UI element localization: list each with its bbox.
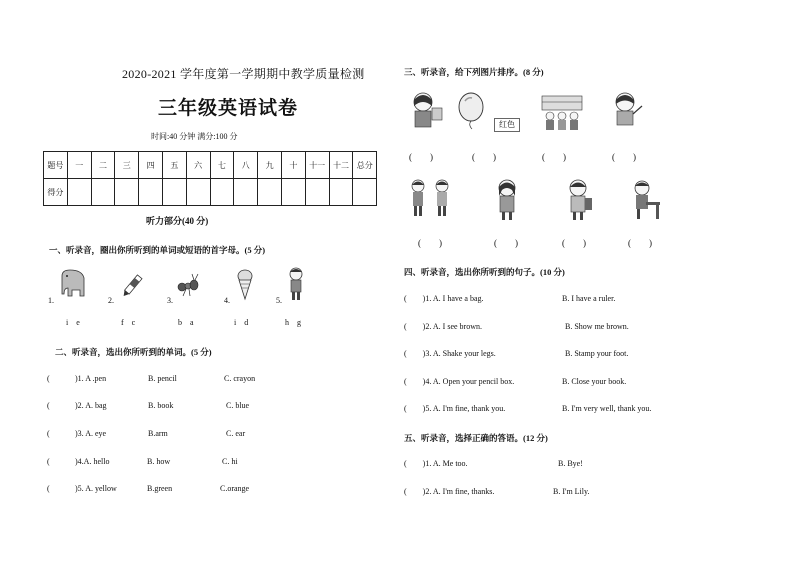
s3-order-blank[interactable]: ( ) (472, 152, 496, 162)
score-blank-cell[interactable] (210, 179, 234, 206)
score-cell: 五 (162, 152, 186, 179)
exam-subtitle: 三年级英语试卷 (158, 98, 299, 119)
score-blank-cell[interactable] (234, 179, 258, 206)
score-blank-cell[interactable] (329, 179, 353, 206)
crayon-icon (118, 272, 146, 300)
score-cell: 一 (67, 152, 91, 179)
score-blank-cell[interactable] (186, 179, 210, 206)
score-cell: 六 (186, 152, 210, 179)
section5-title: 五、听录音，选择正确的答语。(12 分) (404, 433, 548, 443)
score-cell: 十一 (305, 152, 329, 179)
score-table-header-row (44, 152, 377, 179)
s2-paren[interactable]: ( (47, 457, 50, 466)
s2-option-c: C. crayon (224, 374, 256, 383)
s4-option-a[interactable]: ( )4. A. Open your pencil box. (404, 377, 515, 386)
s2-option-a: )4.A. hello (75, 457, 110, 466)
score-blank-cell[interactable] (162, 179, 186, 206)
s1-letter-choices[interactable]: h g (285, 318, 301, 327)
s3-order-blank[interactable]: ( ) (494, 238, 518, 248)
s4-option-b: B. I have a ruler. (562, 294, 616, 303)
children-at-school-icon (538, 92, 586, 132)
s2-option-b: B.arm (148, 429, 168, 438)
score-cell: 总分 (353, 152, 377, 179)
s1-item-num: 1. (48, 296, 54, 305)
s1-item-num: 5. (276, 296, 282, 305)
score-label-cell: 得分 (44, 179, 68, 206)
boy-icon (286, 266, 306, 302)
s4-option-b: B. Stamp your foot. (565, 349, 629, 358)
s2-option-b: B. how (147, 457, 171, 466)
score-blank-cell[interactable] (305, 179, 329, 206)
s5-option-b: B. Bye! (558, 459, 583, 468)
s1-letter-choices[interactable]: i d (234, 318, 249, 327)
s2-option-a: )1. A .pen (75, 374, 107, 383)
balloon-icon (456, 92, 486, 130)
s2-option-b: B.green (147, 484, 173, 493)
score-blank-cell[interactable] (67, 179, 91, 206)
s1-item-num: 2. (108, 296, 114, 305)
girl-holding-book-icon (405, 90, 445, 132)
boy-at-desk-icon (628, 178, 662, 222)
s1-letter-choices[interactable]: i e (66, 318, 80, 327)
exam-meta: 时间:40 分钟 满分:100 分 (151, 132, 238, 141)
s5-option-a[interactable]: ( )2. A. I'm fine, thanks. (404, 487, 495, 496)
s3-order-blank[interactable]: ( ) (562, 238, 586, 248)
s4-option-b: B. Show me brown. (565, 322, 629, 331)
section4-title: 四、听录音，选出你所听到的句子。(10 分) (404, 267, 565, 277)
score-cell: 十 (281, 152, 305, 179)
score-cell: 题号 (44, 152, 68, 179)
s2-option-a: )5. A. yellow (75, 484, 117, 493)
score-cell: 八 (234, 152, 258, 179)
score-cell: 十二 (329, 152, 353, 179)
elephant-icon (58, 268, 88, 302)
s4-option-b: B. Close your book. (562, 377, 627, 386)
score-blank-cell[interactable] (353, 179, 377, 206)
exam-title: 2020-2021 学年度第一学期期中教学质量检测 (122, 67, 365, 81)
s4-option-a[interactable]: ( )3. A. Shake your legs. (404, 349, 496, 358)
s2-paren[interactable]: ( (47, 374, 50, 383)
listening-title: 听力部分(40 分) (146, 216, 209, 226)
score-blank-cell[interactable] (139, 179, 163, 206)
score-blank-cell[interactable] (281, 179, 305, 206)
score-cell: 二 (91, 152, 115, 179)
s3-order-blank[interactable]: ( ) (542, 152, 566, 162)
s2-option-c: C. ear (226, 429, 246, 438)
s1-item-num: 3. (167, 296, 173, 305)
s1-item-num: 4. (224, 296, 230, 305)
score-cell: 四 (139, 152, 163, 179)
s3-order-blank[interactable]: ( ) (612, 152, 636, 162)
s2-option-c: C. blue (226, 401, 250, 410)
girl-icon (492, 178, 522, 222)
s2-option-c: C. hi (222, 457, 238, 466)
score-blank-cell[interactable] (115, 179, 139, 206)
s2-paren[interactable]: ( (47, 401, 50, 410)
s5-option-a[interactable]: ( )1. A. Me too. (404, 459, 468, 468)
s4-option-a[interactable]: ( )2. A. I see brown. (404, 322, 482, 331)
children-greeting-icon (404, 178, 460, 220)
s2-paren[interactable]: ( (47, 429, 50, 438)
section1-title: 一、听录音，圈出你所听到的单词或短语的首字母。(5 分) (49, 245, 266, 255)
section3-title: 三、听录音，给下列图片排序。(8 分) (404, 67, 544, 77)
score-blank-cell[interactable] (258, 179, 282, 206)
ant-icon (176, 272, 200, 298)
s4-option-b: B. I'm very well, thank you. (562, 404, 652, 413)
s1-letter-choices[interactable]: b a (178, 318, 194, 327)
score-cell: 七 (210, 152, 234, 179)
score-cell: 九 (258, 152, 282, 179)
s3-order-blank[interactable]: ( ) (418, 238, 442, 248)
score-cell: 三 (115, 152, 139, 179)
s2-option-b: B. book (148, 401, 174, 410)
s5-option-b: B. I'm Lily. (553, 487, 590, 496)
s2-option-c: C.orange (220, 484, 250, 493)
red-color-card: 红色 (494, 118, 520, 132)
s4-option-a[interactable]: ( )5. A. I'm fine, thank you. (404, 404, 506, 413)
score-table (43, 151, 377, 206)
s3-order-blank[interactable]: ( ) (409, 152, 433, 162)
score-table-score-row (44, 179, 377, 206)
ice-cream-icon (236, 268, 254, 302)
s3-order-blank[interactable]: ( ) (628, 238, 652, 248)
girl-with-backpack-icon (562, 178, 596, 222)
section2-title: 二、听录音，选出你所听到的单词。(5 分) (55, 347, 212, 357)
girl-waving-icon (605, 90, 645, 132)
s4-option-a[interactable]: ( )1. A. I have a bag. (404, 294, 484, 303)
s2-option-a: )2. A. bag (75, 401, 107, 410)
s1-letter-choices[interactable]: f c (121, 318, 136, 327)
s2-option-a: )3. A. eye (75, 429, 107, 438)
s2-option-b: B. pencil (148, 374, 177, 383)
s2-paren[interactable]: ( (47, 484, 50, 493)
score-blank-cell[interactable] (91, 179, 115, 206)
